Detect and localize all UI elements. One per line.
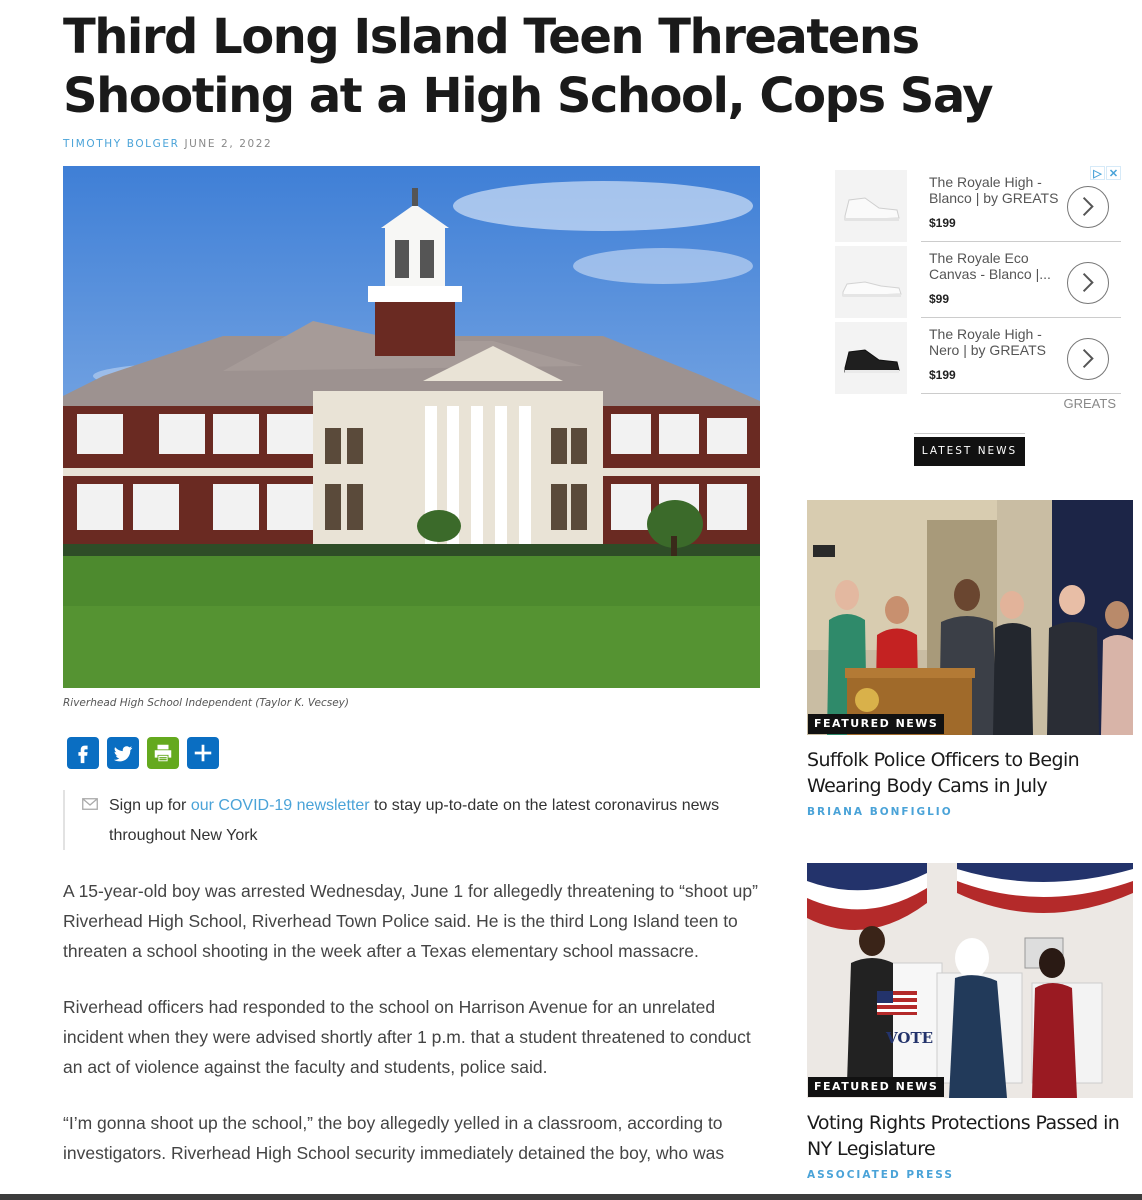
featured-news-tag: FEATURED NEWS xyxy=(808,714,944,734)
print-button[interactable] xyxy=(147,737,179,769)
ad-product-image[interactable] xyxy=(835,170,907,242)
ad-item[interactable] xyxy=(835,318,1121,390)
twitter-icon xyxy=(112,742,134,764)
latest-news-header xyxy=(914,433,1025,466)
ad-info-icon[interactable]: ▷ xyxy=(1090,166,1105,180)
ad-item-price: $99 xyxy=(929,292,950,306)
article-paragraph: “I’m gonna shoot up the school,” the boy allegedly yelled in a classroom, according to investigators. Riverhead High School security immediately detained the boy, who was xyxy=(63,1113,725,1163)
chevron-right-icon xyxy=(1068,187,1107,226)
sneaker-icon xyxy=(835,170,907,242)
ad-item-info[interactable] xyxy=(921,318,1121,394)
ad-item-info[interactable] xyxy=(921,242,1121,318)
ad-arrow-button[interactable] xyxy=(1067,338,1109,380)
news-card-title[interactable]: Voting Rights Protections Passed in NY Legislature xyxy=(807,1112,1120,1160)
ad-item[interactable] xyxy=(835,166,1121,238)
ad-item-title[interactable]: The Royale High - Blanco | by GREATS xyxy=(929,174,1059,206)
article-title: Third Long Island Teen Threatens Shooting at a High School, Cops Say xyxy=(63,9,993,124)
envelope-icon xyxy=(82,798,98,810)
vote-sign: VOTE xyxy=(886,1029,934,1047)
image-caption: Riverhead High School Independent (Taylor K. Vecsey) xyxy=(63,697,349,709)
ad-item-title[interactable]: The Royale Eco Canvas - Blanco |... xyxy=(929,250,1051,282)
ad-arrow-button[interactable] xyxy=(1067,262,1109,304)
news-card-image[interactable] xyxy=(807,863,1133,1098)
ad-item-price: $199 xyxy=(929,216,956,230)
signup-text: Sign up for our COVID-19 newsletter to stay up-to-date on the latest coronavirus news throughout New York xyxy=(109,797,720,844)
news-card-title[interactable]: Suffolk Police Officers to Begin Wearing Body Cams in July xyxy=(807,749,1080,797)
sneaker-icon xyxy=(835,246,907,318)
ad-item[interactable] xyxy=(835,242,1121,314)
ad-item-price: $199 xyxy=(929,368,956,382)
ad-item-info[interactable] xyxy=(921,166,1121,242)
chevron-right-icon xyxy=(1068,339,1107,378)
featured-news-tag: FEATURED NEWS xyxy=(808,1077,944,1097)
divider xyxy=(914,433,1025,434)
news-card[interactable] xyxy=(807,500,1133,818)
article-body xyxy=(63,876,763,1194)
article-paragraph: A 15-year-old boy was arrested Wednesday, June 1 for allegedly threatening to “shoot up” Riverhead High School, Riverhead Town Police said. He is the third Long Island teen to threaten a school shooting in the week after a Texas elementary school massacre. xyxy=(63,881,758,961)
newsletter-link[interactable]: our COVID-19 newsletter xyxy=(190,797,370,814)
news-card-image[interactable] xyxy=(807,500,1133,735)
ad-product-image[interactable] xyxy=(835,322,907,394)
news-card[interactable] xyxy=(807,863,1133,1181)
ad-item-title[interactable]: The Royale High - Nero | by GREATS xyxy=(929,326,1046,358)
facebook-icon xyxy=(72,742,94,764)
more-share-button[interactable] xyxy=(187,737,219,769)
twitter-share-button[interactable] xyxy=(107,737,139,769)
window-bottom-edge xyxy=(0,1194,1142,1200)
ad-product-image[interactable] xyxy=(835,246,907,318)
author-link[interactable]: TIMOTHY BOLGER xyxy=(63,138,180,150)
print-icon xyxy=(152,742,174,764)
ad-brand[interactable]: GREATS xyxy=(1063,396,1116,411)
chevron-right-icon xyxy=(1068,263,1107,302)
hero-image xyxy=(63,166,760,688)
ad-close-icon[interactable]: ✕ xyxy=(1106,166,1121,180)
sneaker-icon xyxy=(835,322,907,394)
byline xyxy=(63,138,272,150)
newsletter-signup xyxy=(63,790,760,850)
facebook-share-button[interactable] xyxy=(67,737,99,769)
ad-arrow-button[interactable] xyxy=(1067,186,1109,228)
news-card-author[interactable]: BRIANA BONFIGLIO xyxy=(807,806,953,818)
news-card-author[interactable]: ASSOCIATED PRESS xyxy=(807,1169,954,1181)
article-paragraph: Riverhead officers had responded to the school on Harrison Avenue for an unrelated incident when they were advised shortly after 1 p.m. that a student threatened to conduct an act of violence against the faculty and students, police said. xyxy=(63,997,751,1077)
latest-news-label: LATEST NEWS xyxy=(914,437,1025,466)
share-icon xyxy=(192,742,214,764)
publish-date: JUNE 2, 2022 xyxy=(184,138,273,150)
sidebar-ad xyxy=(835,166,1121,416)
share-bar xyxy=(67,737,219,769)
